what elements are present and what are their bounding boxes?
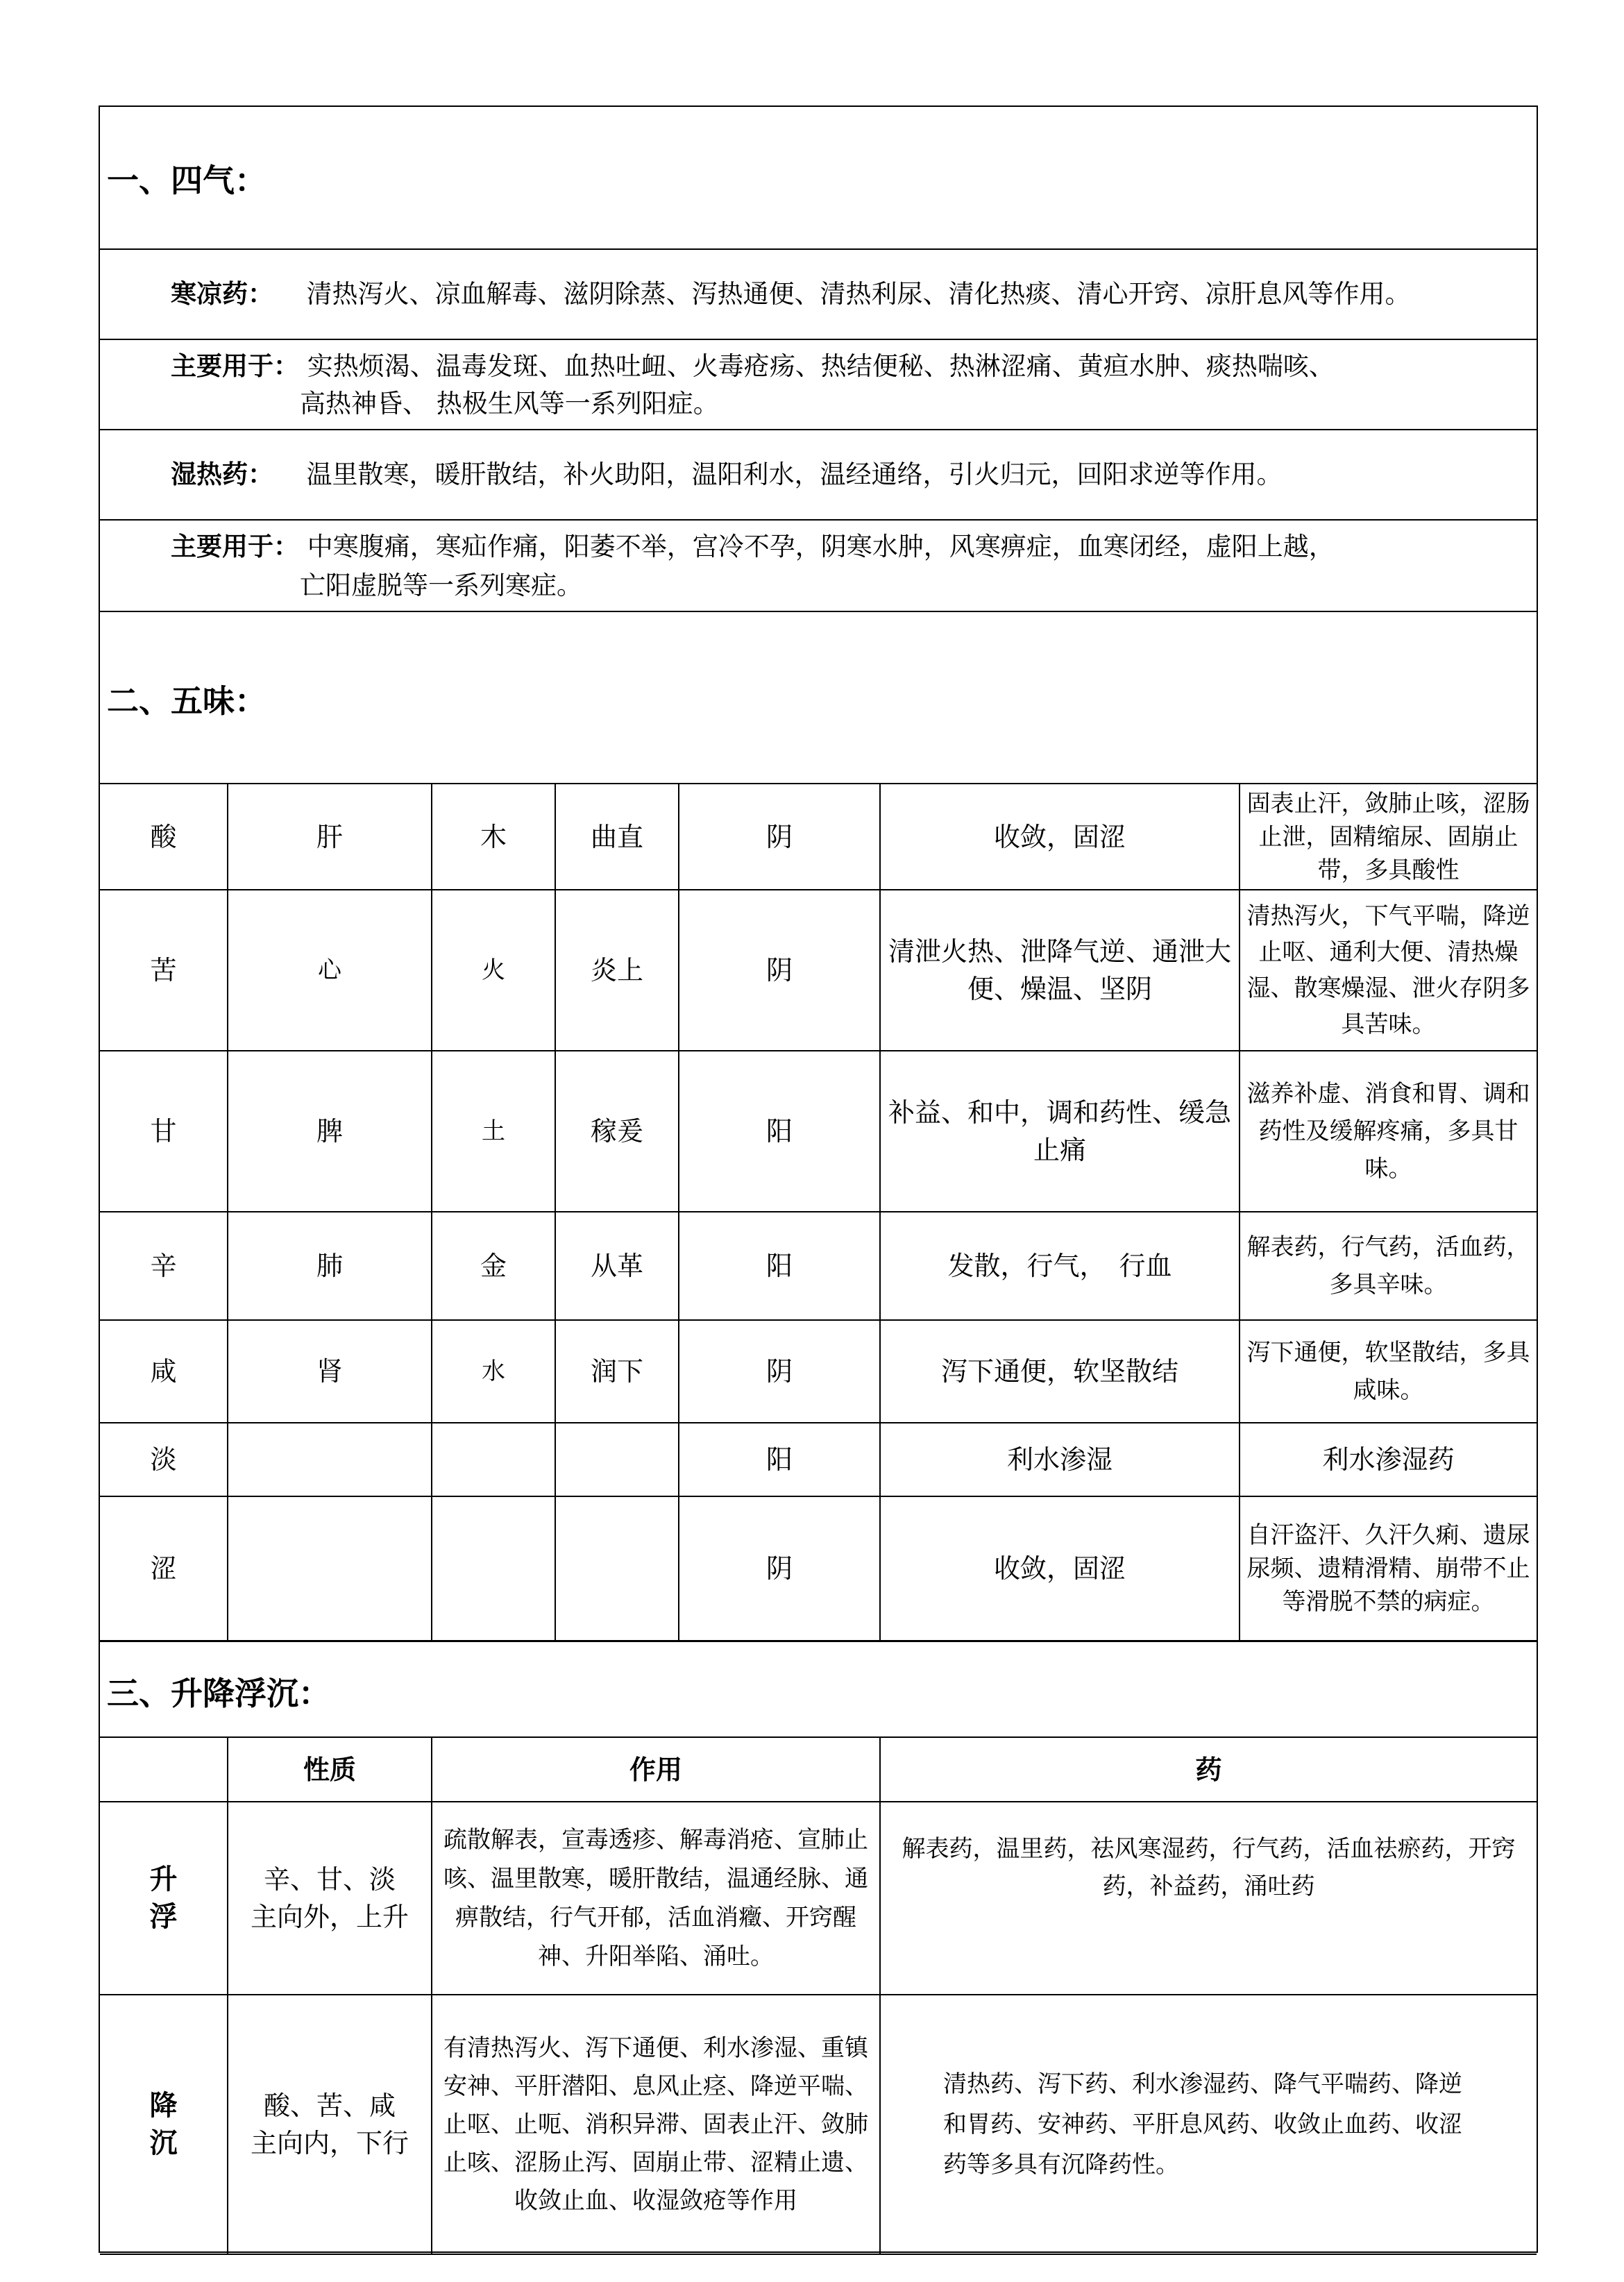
- action-cell: 有清热泻火、泻下通便、利水渗湿、重镇安神、平肝潜阳、息风止痉、降逆平喘、止呕、止呃、消积异滞、固表止汗、敛肺止咳、涩肠止泻、固崩止带、涩精止遗、收敛止血、收湿敛疮等作用: [432, 1995, 880, 2254]
- action-cell: 疏散解表，宣毒透疹、解毒消疮、宣肺止咳、温里散寒，暖肝散结，温通经脉、通痹散结，行气开郁，活血消癥、开窍醒神、升阳举陷、涌吐。: [432, 1802, 880, 1995]
- direction-label-cell: 升 浮: [100, 1802, 228, 1995]
- yinyang-cell: 阳: [679, 1051, 880, 1212]
- row-text: 温里散寒，暖肝散结，补火助阳，温阳利水，温经通络，引火归元，回阳求逆等作用。: [306, 459, 1283, 489]
- row-label: 湿热药：: [171, 459, 273, 489]
- usage-cell: 滋养补虚、消食和胃、调和药性及缓解疼痛，多具甘味。: [1240, 1051, 1537, 1212]
- organ-cell: 肾: [228, 1320, 432, 1423]
- action-cell: 清泄火热、泄降气逆、通泄大便、燥温、坚阴: [880, 890, 1240, 1051]
- element-cell: 土: [432, 1051, 555, 1212]
- section-title: 一、四气：: [107, 162, 267, 199]
- direction-label-cell: 降 沉: [100, 1995, 228, 2254]
- action-cell: 收敛，固涩: [880, 784, 1240, 890]
- document-frame: [99, 105, 1538, 2253]
- nature-cell: 从革: [555, 1212, 679, 1320]
- organ-cell: 脾: [228, 1051, 432, 1212]
- section-title: 二、五味：: [107, 682, 267, 720]
- nature-cell: 炎上: [555, 890, 679, 1051]
- siqi-row: [100, 250, 1537, 340]
- action-cell: 收敛，固涩: [880, 1496, 1240, 1641]
- table-row: [100, 1496, 1537, 1641]
- taste-cell: 甘: [100, 1051, 228, 1212]
- table-row: [100, 890, 1537, 1051]
- taste-cell: 苦: [100, 890, 228, 1051]
- row-text: 清热泻火、凉血解毒、滋阴除蒸、泻热通便、清热利尿、清化热痰、清心开窍、凉肝息风等作用。: [306, 279, 1411, 309]
- action-cell: 利水渗湿: [880, 1423, 1240, 1496]
- organ-cell: 肺: [228, 1212, 432, 1320]
- table-row: [100, 1320, 1537, 1423]
- section-wuwei-header: [100, 612, 1537, 784]
- row-label: 主要用于：: [171, 351, 299, 381]
- table-row: [100, 1051, 1537, 1212]
- table-header-row: [100, 1738, 1537, 1802]
- row-text: 实热烦渴、温毒发斑、血热吐衄、火毒疮疡、热结便秘、热淋涩痛、黄疸水肿、痰热喘咳、: [307, 351, 1335, 381]
- taste-cell: 酸: [100, 784, 228, 890]
- element-cell: [432, 1496, 555, 1641]
- yinyang-cell: 阳: [679, 1212, 880, 1320]
- element-cell: 木: [432, 784, 555, 890]
- header-cell: [100, 1738, 228, 1802]
- action-cell: 泻下通便，软坚散结: [880, 1320, 1240, 1423]
- yinyang-cell: 阴: [679, 890, 880, 1051]
- organ-cell: 肝: [228, 784, 432, 890]
- action-cell: 补益、和中，调和药性、缓急止痛: [880, 1051, 1240, 1212]
- row-text-continued: 高热神昏、 热极生风等一系列阳症。: [300, 389, 719, 419]
- section-siqi-header: [100, 107, 1537, 250]
- row-label: 主要用于：: [171, 532, 299, 561]
- siqi-row: [100, 521, 1537, 612]
- yinyang-cell: 阳: [679, 1423, 880, 1496]
- nature-cell: 酸、苦、咸 主向内，下行: [228, 1995, 432, 2254]
- nature-cell: 润下: [555, 1320, 679, 1423]
- siqi-row: [100, 430, 1537, 521]
- element-cell: 火: [432, 890, 555, 1051]
- taste-cell: 咸: [100, 1320, 228, 1423]
- element-cell: [432, 1423, 555, 1496]
- taste-cell: 辛: [100, 1212, 228, 1320]
- organ-cell: [228, 1423, 432, 1496]
- table-row: [100, 1423, 1537, 1496]
- row-label: 寒凉药：: [171, 279, 273, 309]
- usage-cell: 自汗盗汗、久汗久痢、遗尿尿频、遗精滑精、崩带不止等滑脱不禁的病症。: [1240, 1496, 1537, 1641]
- organ-cell: 心: [228, 890, 432, 1051]
- yinyang-cell: 阴: [679, 1496, 880, 1641]
- section-title: 三、升降浮沉：: [107, 1675, 330, 1712]
- yinyang-cell: 阴: [679, 784, 880, 890]
- nature-cell: [555, 1423, 679, 1496]
- usage-cell: 清热泻火，下气平喘，降逆止呕、通利大便、清热燥湿、散寒燥湿、泄火存阴多具苦味。: [1240, 890, 1537, 1051]
- shengjiang-table: [100, 1738, 1537, 2255]
- element-cell: 金: [432, 1212, 555, 1320]
- usage-cell: 固表止汗，敛肺止咳，涩肠止泄，固精缩尿、固崩止带，多具酸性: [1240, 784, 1537, 890]
- drugs-cell: 清热药、泻下药、利水渗湿药、降气平喘药、降逆和胃药、安神药、平肝息风药、收敛止血药、收涩药等多具有沉降药性。: [880, 1995, 1537, 2254]
- header-cell: 性质: [228, 1738, 432, 1802]
- drugs-cell: 解表药，温里药，祛风寒湿药，行气药，活血祛瘀药，开窍药，补益药，涌吐药: [880, 1802, 1537, 1995]
- row-text-continued: 亡阳虚脱等一系列寒症。: [300, 570, 582, 600]
- taste-cell: 淡: [100, 1423, 228, 1496]
- taste-cell: 涩: [100, 1496, 228, 1641]
- element-cell: 水: [432, 1320, 555, 1423]
- usage-cell: 利水渗湿药: [1240, 1423, 1537, 1496]
- nature-cell: 辛、甘、淡 主向外，上升: [228, 1802, 432, 1995]
- row-text: 中寒腹痛，寒疝作痛，阳萎不举，宫冷不孕，阴寒水肿，风寒痹症，血寒闭经，虚阳上越，: [307, 532, 1335, 561]
- action-cell: 发散，行气， 行血: [880, 1212, 1240, 1320]
- siqi-row: [100, 340, 1537, 430]
- usage-cell: 泻下通便，软坚散结，多具咸味。: [1240, 1320, 1537, 1423]
- nature-cell: 稼爰: [555, 1051, 679, 1212]
- table-row: [100, 784, 1537, 890]
- usage-cell: 解表药，行气药，活血药，多具辛味。: [1240, 1212, 1537, 1320]
- nature-cell: [555, 1496, 679, 1641]
- table-row: [100, 1212, 1537, 1320]
- wuwei-table: [100, 784, 1537, 1641]
- table-row: [100, 1802, 1537, 1995]
- organ-cell: [228, 1496, 432, 1641]
- header-cell: 药: [880, 1738, 1537, 1802]
- header-cell: 作用: [432, 1738, 880, 1802]
- nature-cell: 曲直: [555, 784, 679, 890]
- section-shengjiang-header: [100, 1641, 1537, 1738]
- table-row: [100, 1995, 1537, 2254]
- yinyang-cell: 阴: [679, 1320, 880, 1423]
